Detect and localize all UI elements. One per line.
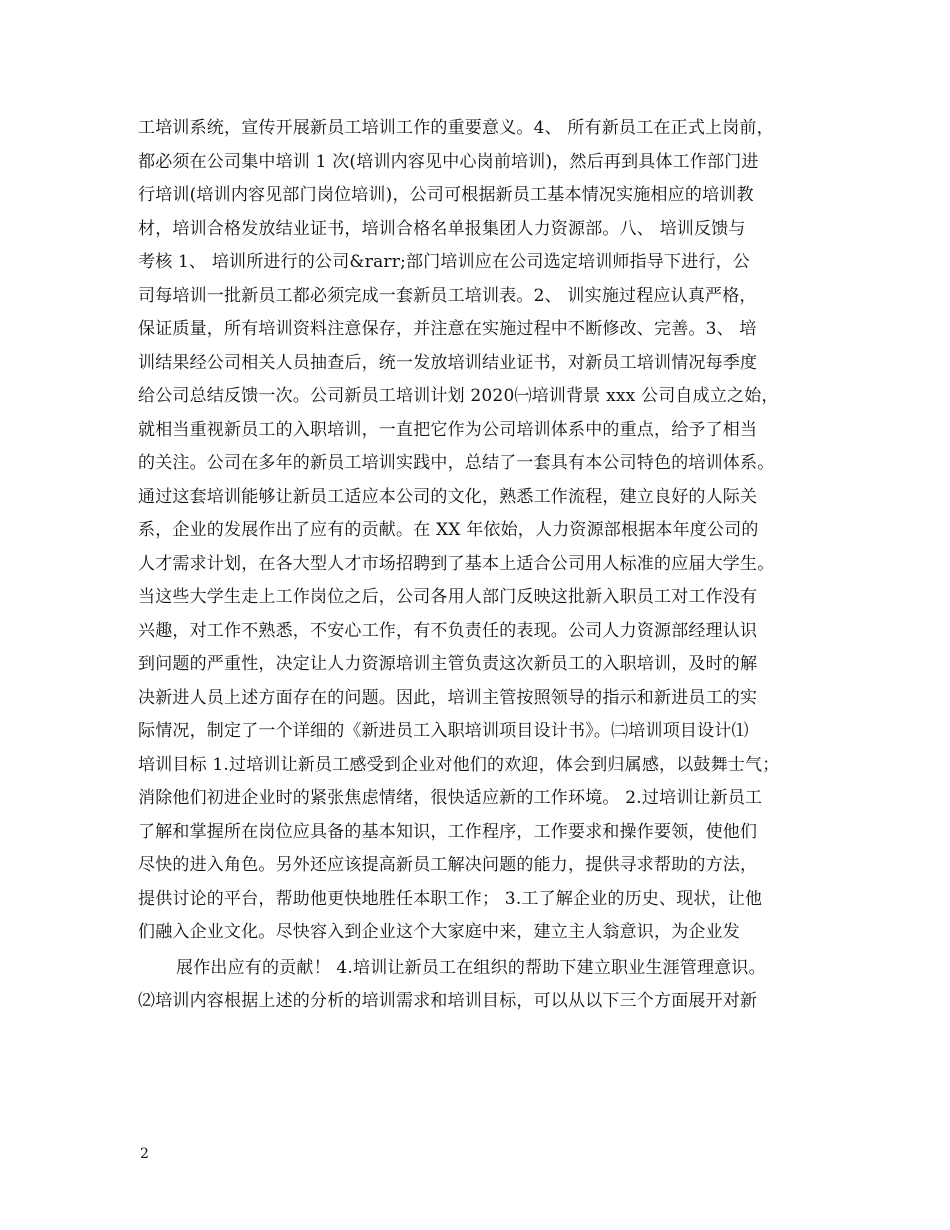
text-line: 就相当重视新员工的入职培训，一直把它作为公司培训体系中的重点，给予了相当 <box>138 419 758 440</box>
text-line: 考核 1、 培训所进行的公司&rarr;部门培训应在公司选定培训师指导下进行，公 <box>138 252 750 272</box>
text-line: 材，培训合格发放结业证书，培训合格名单报集团人力资源部。八、 培训反馈与 <box>138 218 746 239</box>
text-line: 培训目标 1.过培训让新员工感受到企业对他们的欢迎，体会到归属感，以鼓舞士气； <box>138 754 780 775</box>
text-line: 消除他们初进企业时的紧张焦虑情绪，很快适应新的工作环境。 2.过培训让新员工 <box>138 788 763 808</box>
text-line: 保证质量，所有培训资料注意保存，并注意在实施过程中不断修改、完善。3、 培 <box>138 319 757 339</box>
text-line: 了解和掌握所在岗位应具备的基本知识，工作程序，工作要求和操作要领，使他们 <box>138 821 758 842</box>
text-line: 们融入企业文化。尽快容入到企业这个大家庭中来，建立主人翁意识，为企业发 <box>138 922 740 942</box>
text-line: 训结果经公司相关人员抽查后，统一发放培训结业证书，对新员工培训情况每季度 <box>138 352 758 373</box>
text-line: 兴趣，对工作不熟悉，不安心工作，有不负责任的表现。公司人力资源部经理认识 <box>138 620 758 641</box>
text-line: 给公司总结反馈一次。公司新员工培训计划 2020㈠培训背景 xxx 公司自成立之始， <box>138 386 779 406</box>
text-line: 尽快的进入角色。另外还应该提高新员工解决问题的能力，提供寻求帮助的方法， <box>138 855 758 875</box>
text-line: 提供讨论的平台，帮助他更快地胜任本职工作； 3.工了解企业的历史、现状，让他 <box>138 888 763 909</box>
text-line: 工培训系统，宣传开展新员工培训工作的重要意义。4、 所有新员工在正式上岗前， <box>138 118 774 138</box>
body-text <box>138 112 828 1019</box>
text-line: 通过这套培训能够让新员工适应本公司的文化，熟悉工作流程，建立良好的人际关 <box>138 486 758 507</box>
text-line-indented: 展作出应有的贡献！ 4.培训让新员工在组织的帮助下建立职业生涯管理意识。 <box>176 957 766 978</box>
text-line: 当这些大学生走上工作岗位之后，公司各用人部门反映这批新入职员工对工作没有 <box>138 587 758 607</box>
text-line: 行培训(培训内容见部门岗位培训)，公司可根据新员工基本情况实施相应的培训教 <box>138 185 754 205</box>
text-line: 际情况，制定了一个详细的《新进员工入职培训项目设计书》。㈡培训项目设计⑴ <box>138 721 749 741</box>
text-line: 的关注。公司在多年的新员工培训实践中，总结了一套具有本公司特色的培训体系。 <box>138 453 775 473</box>
text-line: 决新进人员上述方面存在的问题。因此，培训主管按照领导的指示和新进员工的实 <box>138 687 758 708</box>
text-line: 都必须在公司集中培训 1 次(培训内容见中心岗前培训)，然后再到具体工作部门进 <box>138 151 759 172</box>
text-line: 到问题的严重性，决定让人力资源培训主管负责这次新员工的入职培训，及时的解 <box>138 654 758 674</box>
text-line: 司每培训一批新员工都必须完成一套新员工培训表。2、 训实施过程应认真严格， <box>138 285 757 306</box>
page-number: 2 <box>140 1146 149 1162</box>
text-line: ⑵培训内容根据上述的分析的培训需求和培训目标，可以从以下三个方面展开对新 <box>138 991 758 1011</box>
text-line: 人才需求计划，在各大型人才市场招聘到了基本上适合公司用人标准的应届大学生。 <box>138 553 775 574</box>
text-line: 系，企业的发展作出了应有的贡献。在 XX 年依始，人力资源部根据本年度公司的 <box>138 520 759 540</box>
